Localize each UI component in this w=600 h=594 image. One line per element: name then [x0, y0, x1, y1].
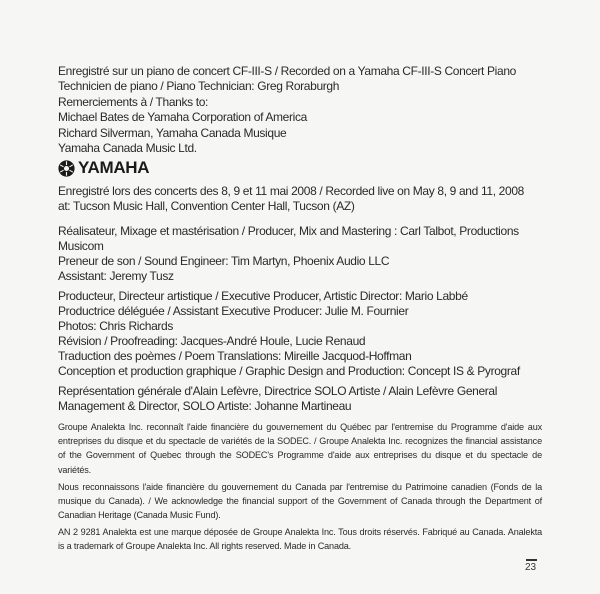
- text-line: Révision / Proofreading: Jacques-André Houle, Lucie Renaud: [58, 334, 366, 348]
- text-line: Musicom: [58, 239, 104, 253]
- text-line: Enregistré sur un piano de concert CF-III-S / Recorded on a Yamaha CF-III-S Concert Piano: [58, 64, 516, 78]
- fine-print-sodec: [58, 420, 542, 477]
- text-line: Preneur de son / Sound Engineer: Tim Martyn, Phoenix Audio LLC: [58, 254, 390, 268]
- text-line: Représentation générale d'Alain Lefèvre, Directrice SOLO Artiste / Alain Lefèvre General: [58, 384, 498, 398]
- management-credits: [58, 384, 497, 414]
- text-line: Technicien de piano / Piano Technician: Greg Roraburgh: [58, 79, 340, 94]
- text-line: Assistant: Jeremy Tusz: [58, 269, 174, 283]
- fine-print-canada: [58, 480, 542, 523]
- text-line: Photos: Chris Richards: [58, 319, 174, 333]
- text-line: Réalisateur, Mixage et mastérisation / Producer, Mix and Mastering : Carl Talbot, Productions: [58, 224, 519, 238]
- text-line: Management & Director, SOLO Artiste: Johanne Martineau: [58, 399, 352, 413]
- text-line: Conception et production graphique / Graphic Design and Production: Concept IS & Pyrograf: [58, 364, 520, 378]
- text-line: Producteur, Directeur artistique / Executive Producer, Artistic Director: Mario Labbé: [58, 289, 468, 303]
- logo-text: YAMAHA: [78, 158, 150, 177]
- text-line: Remerciements à / Thanks to:: [58, 94, 209, 109]
- production-credits: [58, 224, 519, 284]
- text-line: Enregistré lors des concerts des 8, 9 et 11 mai 2008 / Recorded live on May 8, 9 and 11, 2008: [58, 184, 524, 198]
- paragraph: Nous reconnaissons l'aide financière du gouvernement du Canada par l'entremise du Patrimoine canadien (Fonds de la musique du Canada). / We acknowledge the financial support of the Government of Canada through the Department of Canadian Heritage (Canada Music Fund).: [58, 482, 542, 521]
- credits-piano: [58, 64, 516, 156]
- page-number-rule: [526, 559, 537, 561]
- text-line: Richard Silverman, Yamaha Canada Musique: [58, 125, 287, 140]
- paragraph: Groupe Analekta Inc. reconnaît l'aide financière du gouvernement du Québec par l'entremise du Programme d'aide aux entreprises du disque et du spectacle de variétés de la SODEC. / Groupe Analekta Inc. recognizes the financial assistance of the Government of Quebec through the SODEC's Programme d'aide aux entreprises du disque et du spectacle de variétés.: [58, 422, 542, 475]
- text-line: Yamaha Canada Music Ltd.: [58, 140, 197, 155]
- text-line: Michael Bates de Yamaha Corporation of America: [58, 110, 307, 125]
- page-number: 23: [525, 562, 537, 573]
- executive-credits: [58, 289, 520, 379]
- paragraph: AN 2 9281 Analekta est une marque déposée de Groupe Analekta Inc. Tous droits réservés. Fabriqué au Canada. Analekta is a trademark of Groupe Analekta Inc. All rights reserved. Made in Canada.: [58, 527, 542, 552]
- yamaha-logo: [58, 158, 149, 178]
- text-line: at: Tucson Music Hall, Convention Center Hall, Tucson (AZ): [58, 199, 355, 214]
- text-line: Traduction des poèmes / Poem Translations: Mireille Jacquod-Hoffman: [58, 349, 412, 363]
- fine-print-copyright: [58, 525, 542, 553]
- text-line: Productrice déléguée / Assistant Executive Producer: Julie M. Fournier: [58, 304, 409, 318]
- recording-info: [58, 184, 524, 215]
- tuning-forks-icon: [58, 160, 75, 177]
